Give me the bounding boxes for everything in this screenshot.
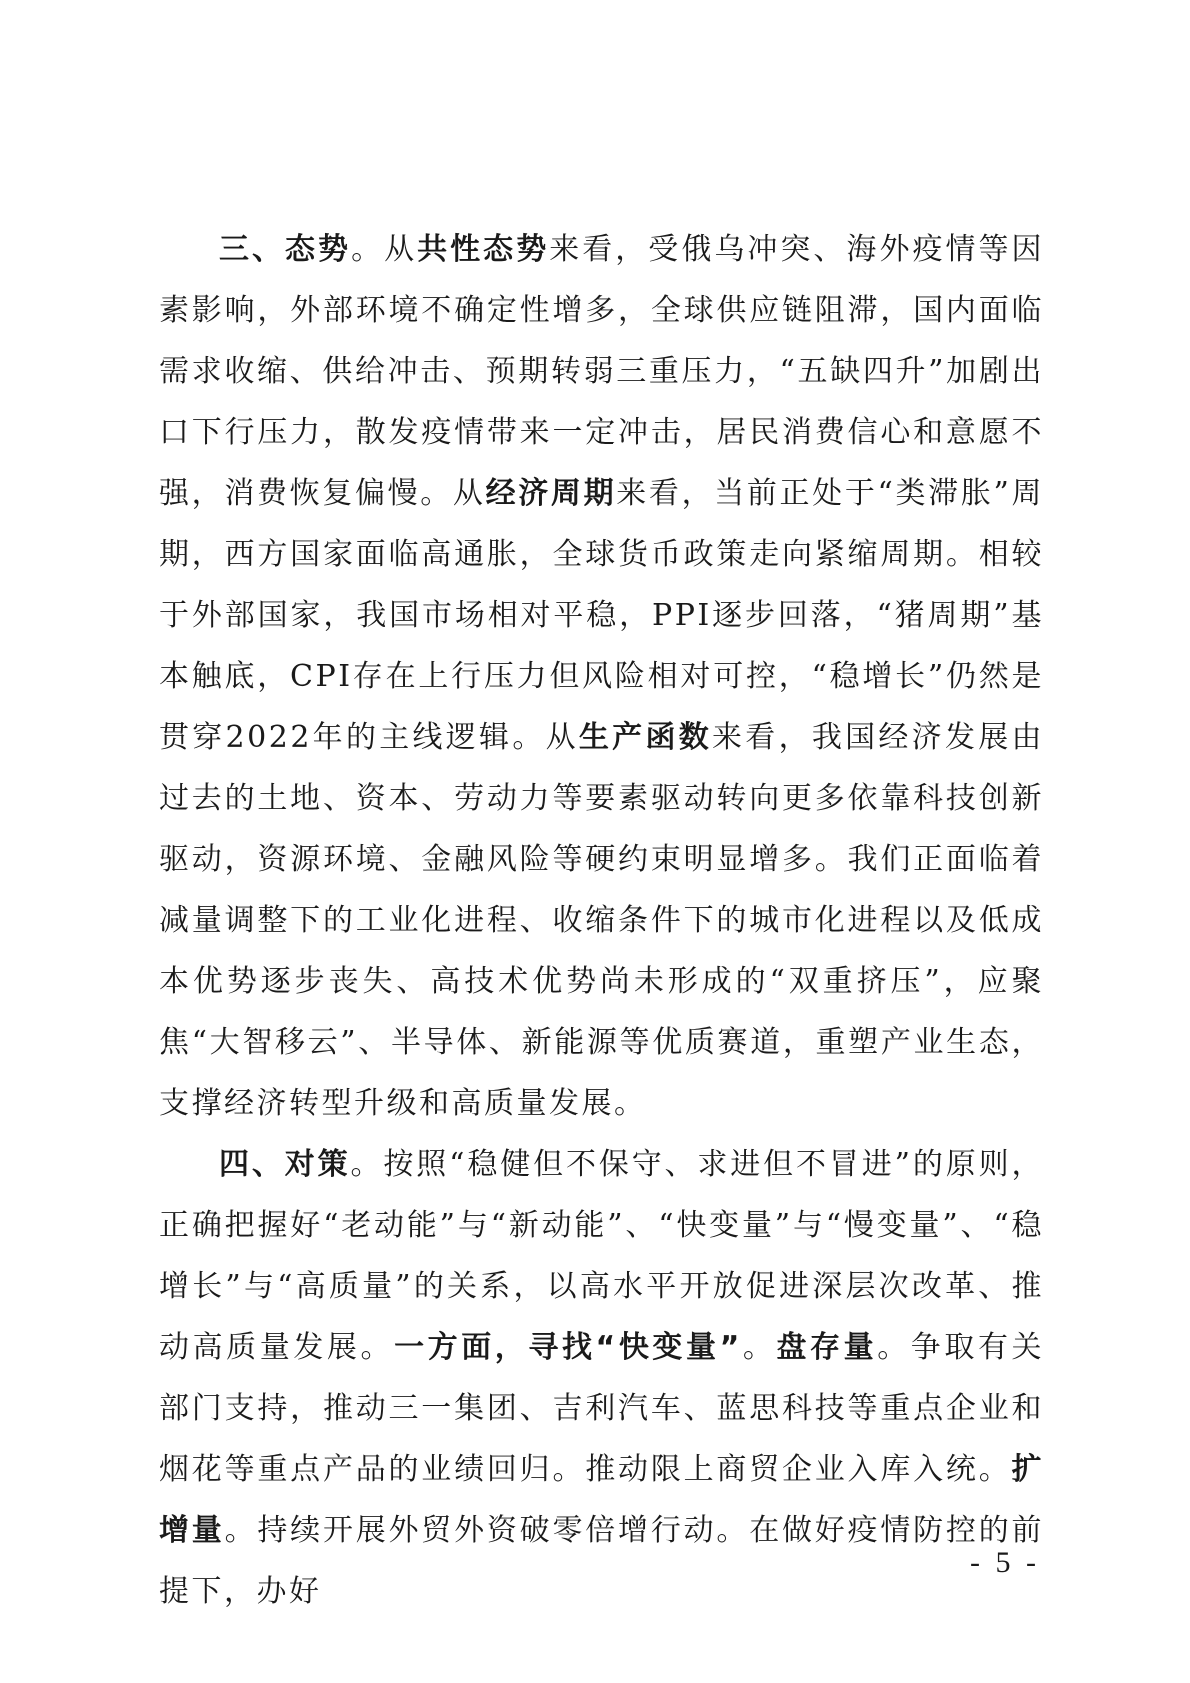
keyword-common-trend: 共性态势 bbox=[417, 232, 550, 267]
text-run: 。持续开展外贸外资破零倍增行动。在做好疫情防控的前提下，办好 bbox=[159, 1513, 1045, 1609]
heading-situation: 三、态势 bbox=[219, 232, 352, 267]
text-run: 来看，我国经济发展由过去的土地、资本、劳动力等要素驱动转向更多依靠科技创新驱动，资源环境、金融风险等硬约束明显增多。我们正面临着减量调整下的工业化进程、收缩条件下的城市化进程以及低成本优势逐步丧失、高技术优势尚未形成的“双重挤压”，应聚焦“大智移云”、半导体、新能源等优质赛道，重塑产业生态，支撑经济转型升级和高质量发展。 bbox=[159, 720, 1045, 1121]
text-run: 。按照“稳健但不保守、求进但不冒进”的原则，正确把握好“老动能”与“新动能”、“快变量”与“慢变量”、“稳增长”与“高质量”的关系，以高水平开放促进深层次改革、推动高质量发展。 bbox=[159, 1147, 1044, 1365]
paragraph-countermeasures bbox=[159, 1134, 1044, 1622]
keyword-stock: 盘存量 bbox=[776, 1330, 878, 1365]
paragraph-situation bbox=[159, 219, 1044, 1134]
keyword-increment: 扩增量 bbox=[159, 1452, 1044, 1548]
text-run: 来看，当前正处于“类滞胀”周期，西方国家面临高通胀，全球货币政策走向紧缩周期。相较于外部国家，我国市场相对平稳，PPI逐步回落，“猪周期”基本触底，CPI存在上行压力但风险相对可控，“稳增长”仍然是贯穿2022年的主线逻辑。从 bbox=[159, 476, 1044, 755]
keyword-production-function: 生产函数 bbox=[578, 720, 713, 755]
keyword-economic-cycle: 经济周期 bbox=[485, 476, 617, 511]
text-run: 。争取有关部门支持，推动三一集团、吉利汽车、蓝思科技等重点企业和烟花等重点产品的业绩回归。推动限上商贸企业入库入统。 bbox=[159, 1330, 1045, 1487]
heading-countermeasures: 四、对策 bbox=[219, 1147, 351, 1182]
text-run: 。从 bbox=[351, 232, 418, 267]
text-run: 。 bbox=[741, 1330, 777, 1365]
body-text bbox=[159, 219, 1044, 1622]
keyword-fast-variable: 一方面，寻找“快变量” bbox=[394, 1330, 742, 1365]
text-run: 来看，受俄乌冲突、海外疫情等因素影响，外部环境不确定性增多，全球供应链阻滞，国内面临需求收缩、供给冲击、预期转弱三重压力，“五缺四升”加剧出口下行压力，散发疫情带来一定冲击，居民消费信心和意愿不强，消费恢复偏慢。从 bbox=[159, 232, 1045, 511]
page-number: - 5 - bbox=[970, 1546, 1040, 1579]
